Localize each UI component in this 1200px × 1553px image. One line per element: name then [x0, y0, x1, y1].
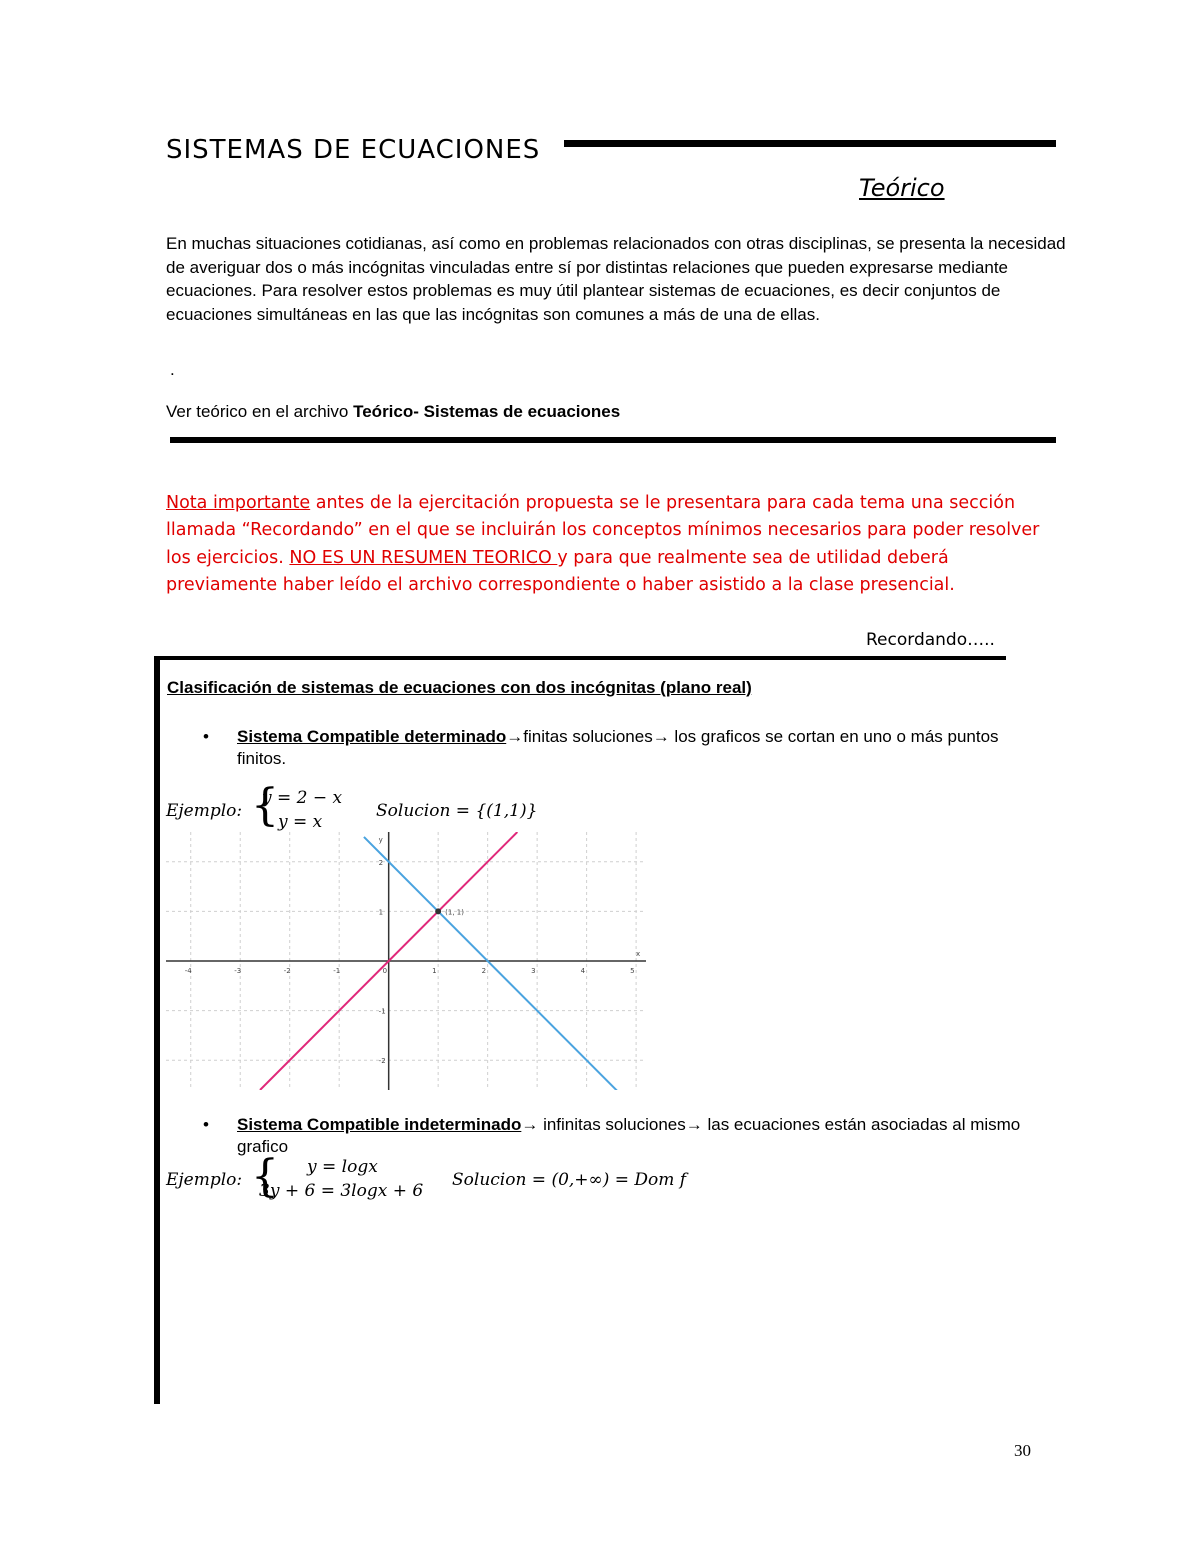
item-text: → infinitas soluciones→ las ecuaciones están asociadas al mismo grafico — [237, 1115, 1021, 1156]
divider-rule — [170, 437, 1056, 443]
equation-2: 3y + 6 = 3logx + 6 — [259, 1181, 424, 1201]
note-text-2: y para que realmente sea de utilidad deberá previamente haber leído el archivo correspondiente o haber asistido a la clase presencial. — [166, 547, 955, 595]
y-axis-label: y — [378, 836, 383, 844]
y-tick-label: -2 — [378, 1057, 386, 1066]
bullet-icon: • — [203, 727, 209, 746]
note-emphasis: NO ES UN RESUMEN TEORICO — [289, 547, 558, 568]
x-tick-label: -3 — [234, 967, 242, 975]
note-text-1: antes de la ejercitación propuesta se le presentara para cada tema una sección llamada “Recordando” en el que se incluirán los conceptos mínimos necesarios para poder resolver los ejercicios. — [166, 493, 1040, 568]
y-tick-label: -1 — [378, 1007, 386, 1016]
example-label: Ejemplo: — [166, 1170, 243, 1190]
list-item-compatible-determinado — [203, 726, 1037, 770]
reference-line — [166, 402, 620, 422]
list-item-compatible-indeterminado — [203, 1114, 1037, 1158]
important-note — [166, 490, 1046, 599]
solution-text: Solucion = (0,+∞) = Dom f — [452, 1170, 687, 1190]
stray-dot: . — [170, 360, 175, 379]
points — [435, 908, 464, 916]
item-term: Sistema Compatible indeterminado — [237, 1115, 522, 1134]
page-number: 30 — [1014, 1441, 1031, 1460]
x-tick-label: -1 — [333, 967, 341, 975]
example-label: Ejemplo: — [166, 801, 243, 821]
recordando-label: Recordando….. — [866, 630, 995, 650]
system-graph — [166, 832, 646, 1090]
equation-1: y = 2 − x — [262, 788, 343, 808]
axes — [166, 832, 646, 1090]
intersection-point — [435, 908, 441, 914]
intro-paragraph: En muchas situaciones cotidianas, así como en problemas relacionados con otras disciplinas, se presenta la necesidad de averiguar dos o más incógnitas vinculadas entre sí por distintas relaciones que pueden expresarse mediante ecuaciones. Para resolver estos problemas es muy útil plantear sistemas de ecuaciones, es decir conjuntos de ecuaciones simultáneas en las que las incógnitas son comunes a más de una de ellas. — [166, 234, 1066, 324]
x-tick-label: 2 — [481, 967, 487, 975]
x-tick-label: 5 — [630, 967, 635, 975]
brace-icon: { — [251, 780, 279, 831]
section-subtitle: Teórico — [859, 174, 945, 202]
x-tick-label: 3 — [531, 967, 536, 975]
title-rule — [564, 140, 1056, 147]
x-axis-label: x — [636, 950, 641, 958]
solution-text: Solucion = {(1,1)} — [376, 801, 538, 821]
reference-prefix: Ver teórico en el archivo — [166, 402, 354, 421]
point-label: (1, 1) — [445, 908, 464, 917]
brace-icon: { — [251, 1151, 279, 1202]
item-term: Sistema Compatible determinado — [237, 727, 507, 746]
item-text: →finitas soluciones→ los graficos se cortan en uno o más puntos finitos. — [237, 727, 999, 768]
x-tick-label: 0 — [382, 967, 388, 975]
x-tick-label: 4 — [580, 967, 586, 975]
equation-2: y = x — [278, 812, 323, 832]
section-heading: Clasificación de sistemas de ecuaciones con dos incógnitas (plano real) — [167, 678, 752, 697]
x-tick-label: -2 — [283, 967, 291, 975]
equation-1: y = logx — [307, 1157, 378, 1177]
x-tick-label: -4 — [184, 967, 192, 975]
bullet-icon: • — [203, 1115, 209, 1134]
note-label: Nota importante — [166, 493, 311, 513]
tick-labels — [185, 836, 640, 1065]
box-left-rule — [154, 656, 160, 1404]
y-tick-label: 1 — [378, 908, 384, 917]
box-top-rule — [156, 656, 1006, 660]
y-tick-label: 2 — [378, 858, 384, 867]
page-title: SISTEMAS DE ECUACIONES — [166, 135, 541, 165]
x-tick-label: 1 — [432, 967, 437, 975]
reference-file: Teórico- Sistemas de ecuaciones — [353, 402, 621, 421]
